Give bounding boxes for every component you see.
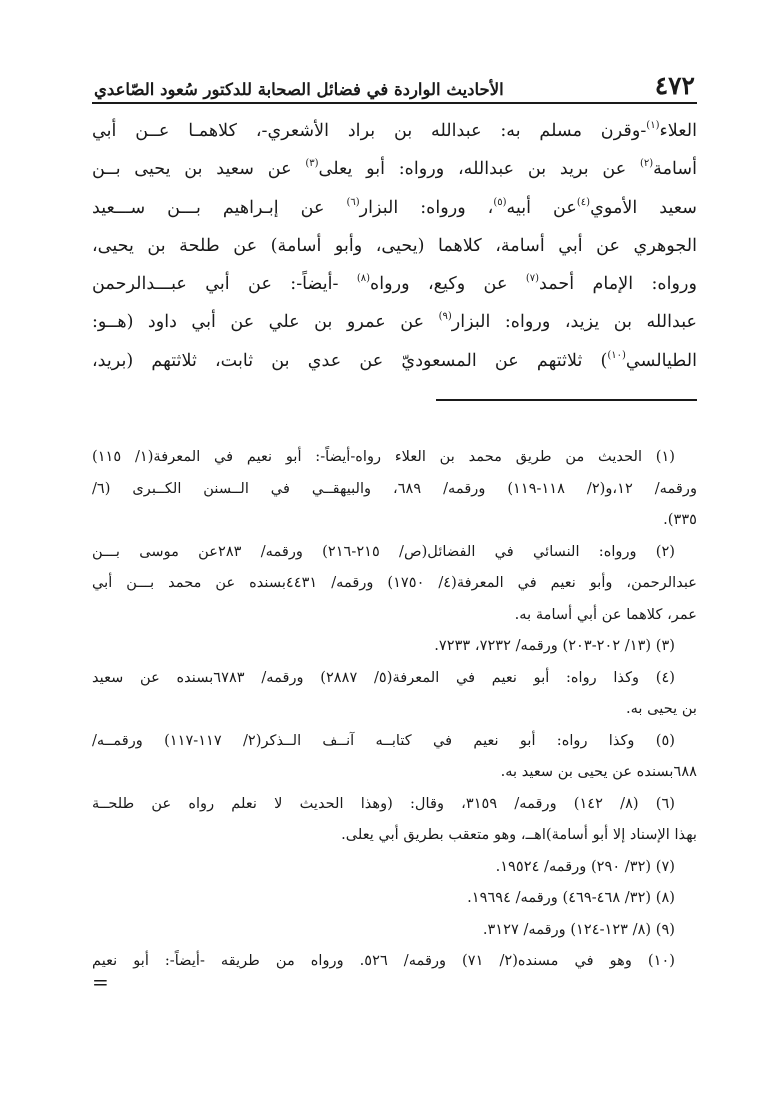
footnote-ref: (٧) [525, 273, 539, 285]
text-segment: الطيالسي [625, 350, 697, 371]
footnotes [92, 441, 697, 977]
text-segment: ) ثلاثتهم عن المسعوديّ عن عدي بن ثابت، ثلاثتهم (بريد، [92, 350, 608, 371]
running-title: الأحاديث الواردة في فضائل الصحابة للدكتور سُعود الصّاعدي [94, 79, 504, 99]
footnote-ref: (٨) [356, 273, 371, 285]
text-segment: عن بريد بن عبدالله، ورواه: أبو يعلى [318, 159, 640, 180]
text-segment: ، ورواه: البزار [359, 197, 494, 218]
footnote-line: عمر، كلاهما عن أبي أسامة به. [514, 605, 697, 623]
footnote-ref: (٩) [438, 311, 452, 323]
continuation-mark: = [92, 969, 109, 994]
footnote-line: بن يحيى به. [625, 700, 697, 718]
text-line [92, 265, 697, 303]
footnote-line: (١٠) وهو في مسنده(٢/ ٧١) ورقمه/ ٥٢٦. ورواه من طريقه -أيضاً-: أبو نعيم [92, 952, 675, 970]
page-number: ٤٧٢ [654, 71, 695, 100]
text-segment: عن أبيه [506, 197, 577, 218]
text-segment: العلاء [659, 121, 697, 141]
footnote-line: بهذا الإسناد إلا أبو أسامة)اهــ، وهو متعقب بطريق أبي يعلى. [341, 826, 697, 844]
text-line [92, 303, 697, 341]
text-line [92, 189, 697, 227]
footnote-line: (١) الحديث من طريق محمد بن العلاء رواه-أيضاً-: أبو نعيم في المعرفة(١/ ١١٥) [92, 448, 675, 466]
text-segment: عن وكيع، ورواه [370, 274, 526, 295]
footnote-line: (٤) وكذا رواه: أبو نعيم في المعرفة(٥/ ٢٨٨٧) ورقمه/ ٦٧٨٣بسنده عن سعيد [92, 668, 675, 686]
text-segment: الجوهري عن أبي أسامة، كلاهما (يحيى، وأبو أسامة) عن طلحة بن يحيى، [92, 235, 697, 256]
text-line [92, 150, 697, 188]
footnote-line: (٥) وكذا رواه: أبو نعيم في كتابــه آنــف الــذكر(٢/ ١١٧-١١٧) ورقمــه/ [92, 731, 675, 749]
text-segment: عن إبـراهيم بـــن ســـعيد [92, 197, 347, 218]
text-line [92, 227, 697, 265]
footnote-line: (٦) (٨/ ١٤٢) ورقمه/ ٣١٥٩، وقال: (وهذا الحديث لا نعلم رواه عن طلحــة [92, 794, 675, 812]
main-text [92, 112, 697, 380]
footnote-line: ٣٣٥). [663, 511, 697, 529]
footnote-ref: (٢) [639, 158, 654, 170]
footnote-line: عبدالرحمن، وأبو نعيم في المعرفة(٤/ ١٧٥٠) ورقمه/ ٤٤٣١بسنده عن محمد بـــن أبي [92, 574, 697, 592]
footnote-line: (٩) (٨/ ١٢٣-١٢٤) ورقمه/ ٣١٢٧. [482, 920, 675, 938]
footnote-ref: (١) [646, 120, 660, 131]
footnote-line: (٧) (٣٢/ ٢٩٠) ورقمه/ ١٩٥٢٤. [495, 857, 675, 875]
footnote-ref: (١٠) [607, 349, 626, 361]
text-segment: سعيد الأموي [590, 197, 697, 218]
footnote-line: (٢) ورواه: النسائي في الفضائل(ص/ ٢١٥-٢١٦) ورقمه/ ٢٨٣عن موسى بـــن [92, 542, 675, 560]
footnote-divider [436, 399, 697, 401]
footnote-ref: (٣) [305, 158, 319, 170]
footnote-line: (٣) (١٣/ ٢٠٢-٢٠٣) ورقمه/ ٧٢٣٢، ٧٢٣٣. [434, 637, 675, 655]
text-segment: أسامة [653, 159, 697, 180]
footnote-ref: (٦) [346, 196, 360, 208]
text-line [92, 112, 697, 150]
text-segment: عبدالله بن يزيد، ورواه: البزار [451, 312, 697, 333]
text-segment: عن عمرو بن علي عن أبي داود (هــو: [92, 312, 439, 333]
footnote-ref: (٤) [576, 196, 591, 208]
footnote-ref: (٥) [493, 196, 507, 208]
text-segment: عن سعيد بن يحيى بــن [92, 159, 306, 180]
book-page [92, 60, 697, 993]
footnote-line: ٦٨٨بسنده عن يحيى بن سعيد به. [500, 763, 697, 781]
page-header [92, 60, 697, 104]
text-segment: ورواه: الإمام أحمد [539, 274, 697, 295]
footnote-line: (٨) (٣٢/ ٤٦٨-٤٦٩) ورقمه/ ١٩٦٩٤. [467, 889, 675, 907]
footnote-line: ورقمه/ ١٢،و(٢/ ١١٨-١١٩) ورقمه/ ٦٨٩، والبيهقــي في الــسنن الكــبرى (٦/ [92, 479, 697, 497]
text-segment: -أيضاً-: عن أبي عبـــدالرحمن [92, 274, 357, 295]
text-line [92, 342, 697, 380]
text-segment: -وقرن مسلم به: عبدالله بن براد الأشعري-، كلاهمـا عــن أبي [92, 121, 647, 141]
